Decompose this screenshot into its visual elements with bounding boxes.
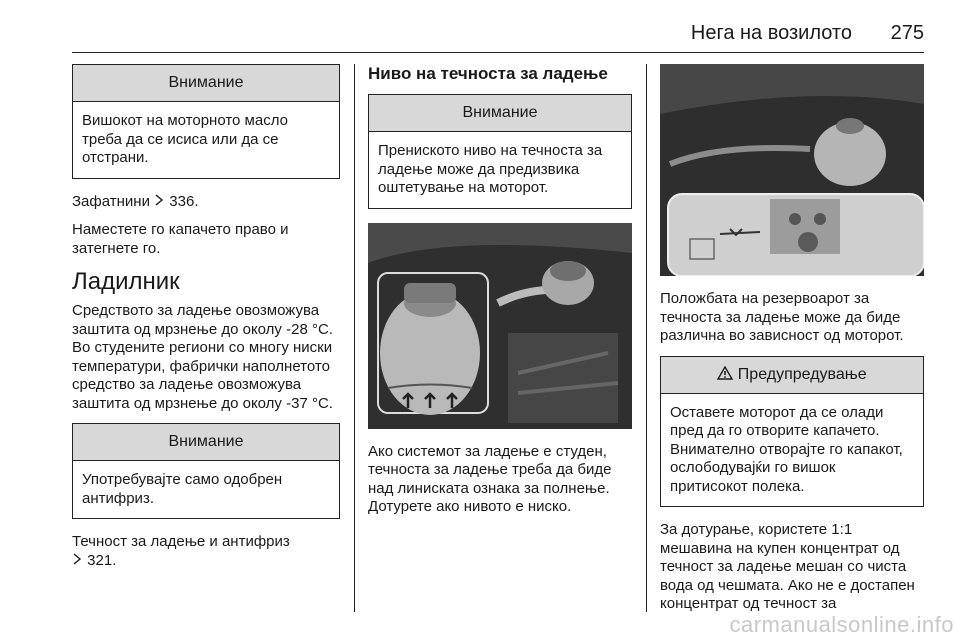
arrow-ref-icon [154, 193, 165, 212]
section-title: Ладилник [72, 268, 180, 295]
warning-text: Оставете моторот да се олади пред да го отворите капачето. Внимателно отворајте го капакот, ослободувајќи го вишок притисокот полека. [670, 403, 903, 495]
column-divider [646, 64, 647, 612]
coolant-reservoir-photo [368, 223, 632, 429]
arrow-ref-icon [72, 552, 83, 571]
warning-heading: Предупредување [661, 357, 923, 394]
column-divider [354, 64, 355, 612]
column-1 [72, 64, 340, 570]
notice-heading: Внимание [73, 424, 339, 461]
paragraph: Наместете го капачето право и затегнете го. [72, 221, 289, 257]
column-3 [660, 64, 924, 614]
paragraph: Ако системот за ладење е студен, течноста за ладење треба да биде над линиската ознака за полнење. Дотурете ако нивото е ниско. [368, 442, 612, 515]
warning-box [660, 356, 924, 508]
paragraph: Средството за ладење овозможува заштита од мрзнење до околу -28 °C. Во студените региони со многу ниски температури, фабрички наполнетото средство за ладење овозможува заштита од мрзнење до околу -37 °C. [72, 302, 333, 412]
watermark: carmanualsonline.info [729, 612, 954, 637]
notice-box [72, 423, 340, 519]
notice-text: Употребувајте само одобрен антифриз. [82, 471, 283, 507]
reference-line: Зафатнини 336. [72, 192, 199, 210]
notice-heading: Внимание [73, 65, 339, 102]
warning-triangle-icon [717, 366, 737, 383]
notice-text: Прениското ниво на течноста за ладење може да предизвика оштетување на моторот. [378, 142, 603, 196]
paragraph: Положбата на резервоарот за течноста за ладење може да биде различна во зависност од моторот. [660, 290, 904, 344]
notice-heading: Внимание [369, 95, 631, 132]
header-rule [72, 52, 924, 53]
column-2 [368, 64, 632, 517]
page-number: 275 [890, 22, 924, 44]
notice-text: Вишокот на моторното масло треба да се исиса или да се отстрани. [82, 112, 288, 166]
subsection-title: Ниво на течноста за ладење [368, 64, 608, 83]
paragraph: Течност за ладење и антифриз 321. [72, 533, 290, 569]
notice-box [368, 94, 632, 209]
header-title: Нега на возилото [690, 22, 852, 44]
notice-box [72, 64, 340, 179]
paragraph: За дотурање, користете 1:1 мешавина на купен концентрат од течност за ладење мешан со чиста вода од чешмата. Ако не е достапен концентрат од течност за [660, 521, 915, 612]
reservoir-position-photo [660, 64, 924, 276]
